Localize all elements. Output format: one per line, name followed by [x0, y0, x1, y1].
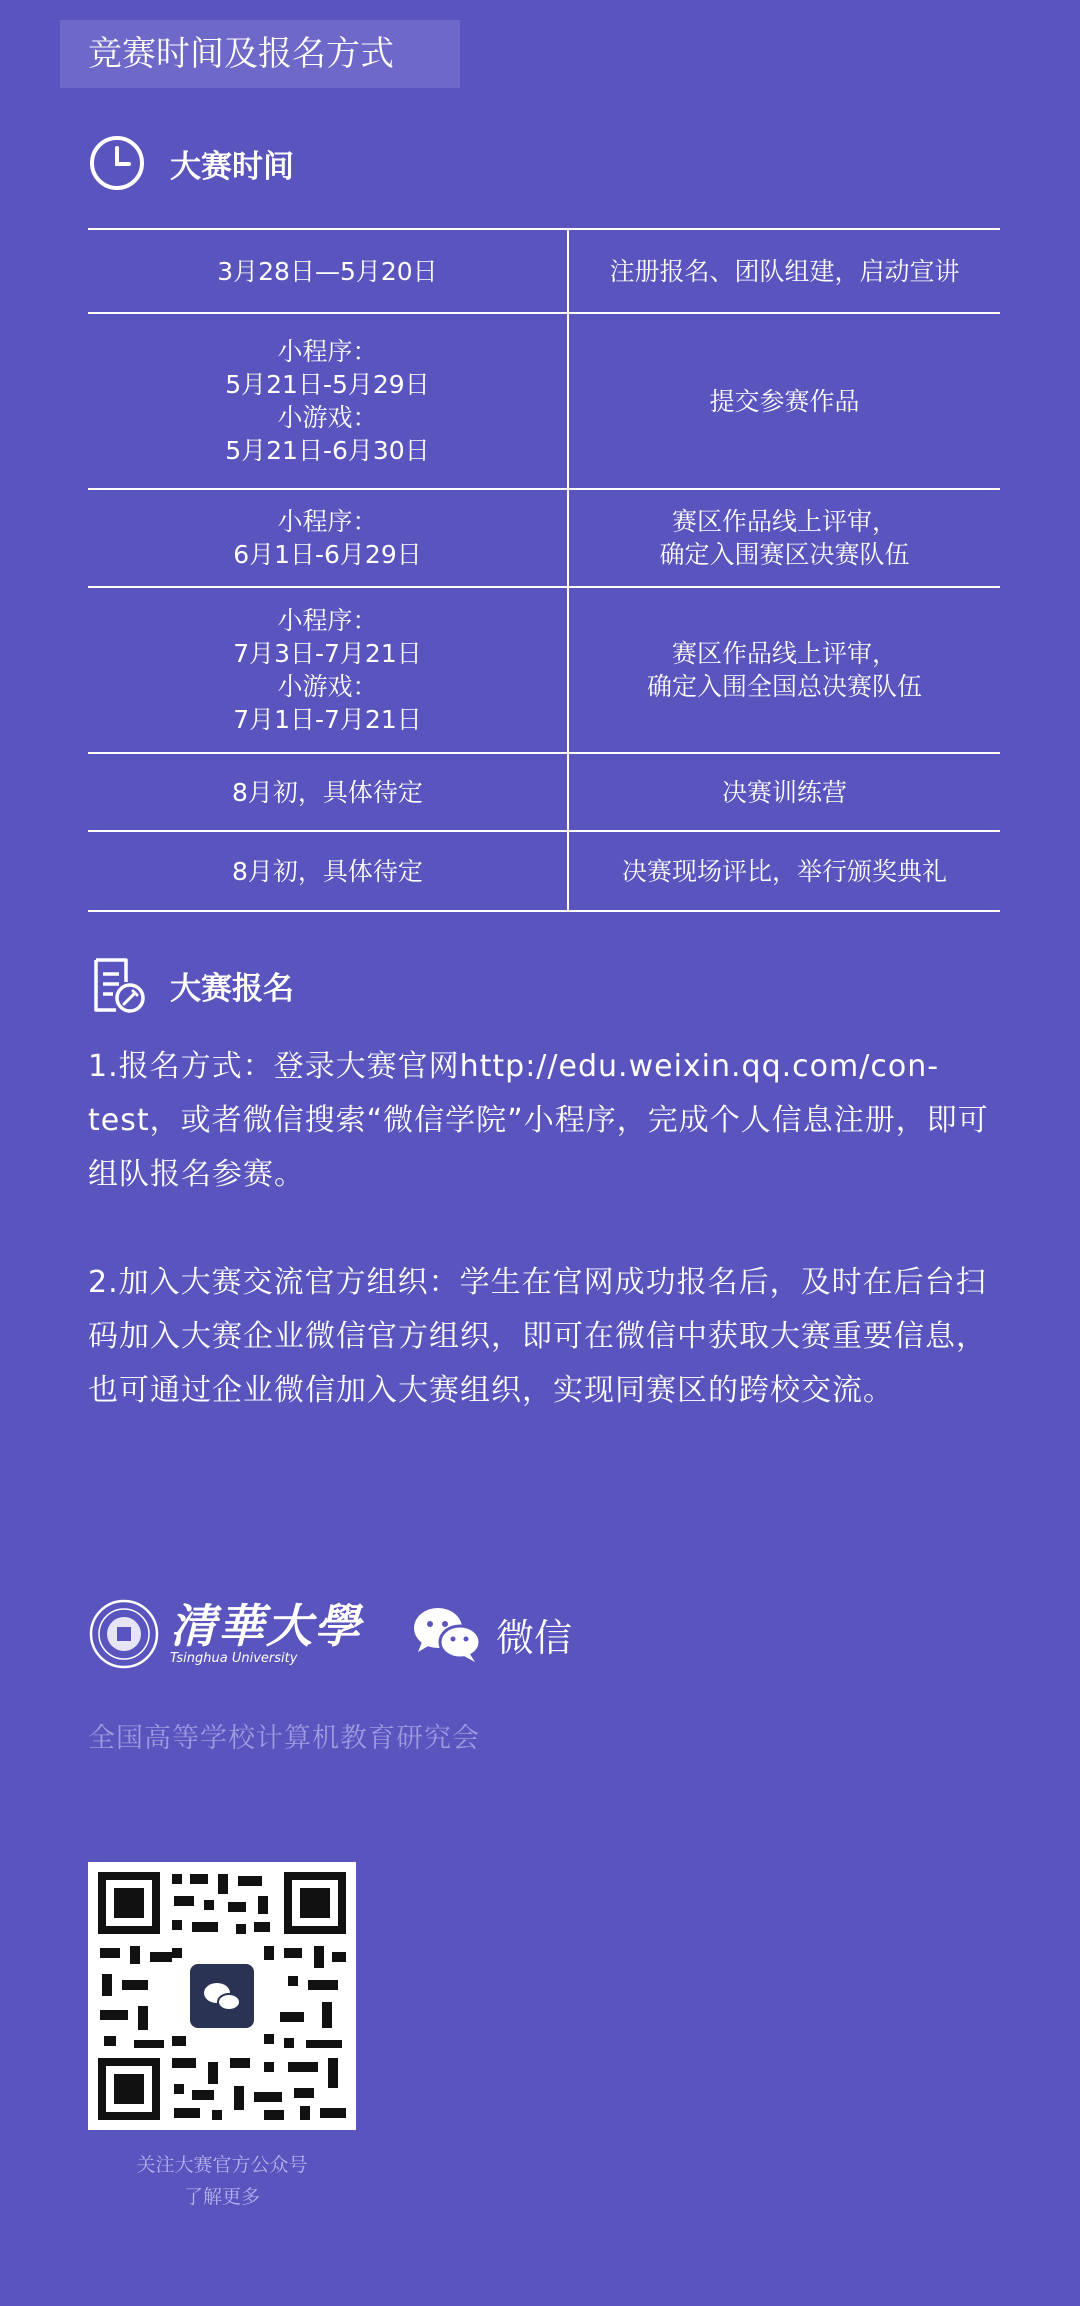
registration-method-paragraph: 1.报名方式：登录大赛官网http://edu.weixin.qq.com/con-test，或者微信搜索“微信学院”小程序，完成个人信息注册，即可组队报名参赛。 [88, 1049, 989, 1192]
desc-cell: 决赛训练营 [568, 753, 1000, 831]
qr-code-image [88, 1862, 356, 2130]
desc-cell: 决赛现场评比，举行颁奖典礼 [568, 831, 1000, 911]
registration-heading-label: 大赛报名 [170, 970, 294, 1007]
desc-cell: 提交参赛作品 [568, 313, 1000, 489]
qr-caption-line1: 关注大赛官方公众号 [136, 2154, 308, 2176]
table-row [88, 753, 1000, 831]
table-row [88, 229, 1000, 313]
table-row [88, 587, 1000, 753]
table-row [88, 831, 1000, 911]
tsinghua-seal-icon [88, 1598, 160, 1670]
tsinghua-wordmark [170, 1601, 362, 1667]
section-title-tag: 竞赛时间及报名方式 [60, 20, 460, 88]
tsinghua-name-cn: 清華大學 [170, 1599, 362, 1653]
table-row [88, 313, 1000, 489]
desc-cell: 赛区作品线上评审， 确定入围全国总决赛队伍 [568, 587, 1000, 753]
date-cell: 小程序： 5月21日-5月29日 小游戏： 5月21日-6月30日 [88, 313, 568, 489]
date-cell: 3月28日—5月20日 [88, 229, 568, 313]
registration-heading [88, 956, 294, 1014]
schedule-heading-label: 大赛时间 [170, 148, 294, 185]
date-cell: 小程序： 6月1日-6月29日 [88, 489, 568, 587]
partner-logos [88, 1598, 572, 1670]
form-edit-icon [88, 956, 146, 1014]
table-row [88, 489, 1000, 587]
date-cell: 8月初，具体待定 [88, 831, 568, 911]
clock-icon [88, 134, 146, 192]
schedule-heading [88, 134, 294, 192]
schedule-table [88, 228, 1000, 912]
date-cell: 8月初，具体待定 [88, 753, 568, 831]
organizer-text: 全国高等学校计算机教育研究会 [88, 1723, 480, 1754]
join-organization-paragraph: 2.加入大赛交流官方组织：学生在官网成功报名后，及时在后台扫码加入大赛企业微信官方组织，即可在微信中获取大赛重要信息，也可通过企业微信加入大赛组织，实现同赛区的跨校交流。 [88, 1265, 987, 1408]
wechat-label: 微信 [496, 1615, 573, 1660]
qr-code[interactable] [88, 1862, 356, 2130]
qr-caption-line2: 了解更多 [183, 2186, 260, 2208]
desc-cell: 注册报名、团队组建，启动宣讲 [568, 229, 1000, 313]
desc-cell: 赛区作品线上评审， 确定入围赛区决赛队伍 [568, 489, 1000, 587]
tsinghua-name-en: Tsinghua University [170, 1651, 298, 1666]
wechat-logo [412, 1604, 572, 1664]
date-cell: 小程序： 7月3日-7月21日 小游戏： 7月1日-7月21日 [88, 587, 568, 753]
wechat-logo-icon [412, 1604, 482, 1664]
